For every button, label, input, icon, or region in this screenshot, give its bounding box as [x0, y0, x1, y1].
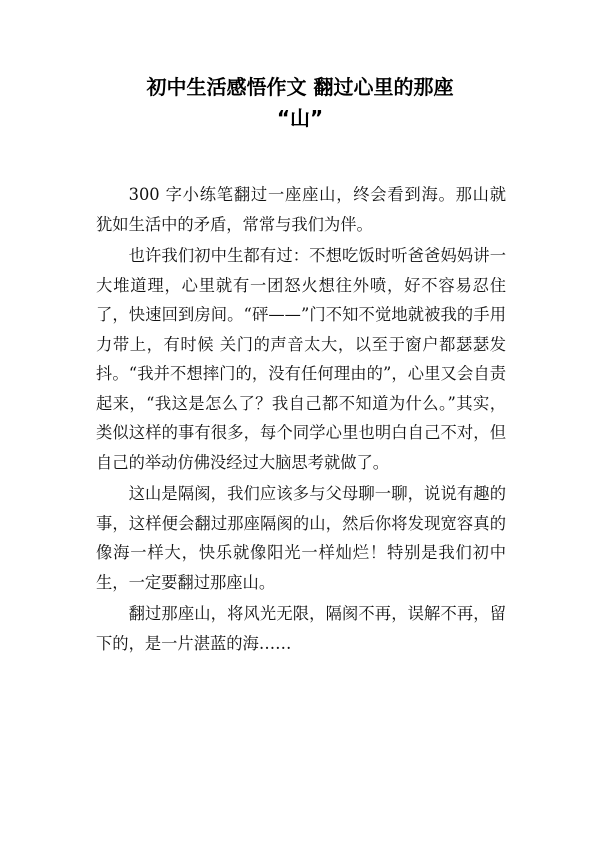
title-line-1: 初中生活感悟作文 翻过心里的那座	[146, 75, 454, 99]
document-body	[96, 180, 506, 660]
paragraph-1: 300 字小练笔翻过一座座山，终会看到海。那山就犹如生活中的矛盾，常常与我们为伴。	[96, 185, 506, 234]
paragraph-2: 也许我们初中生都有过：不想吃饭时听爸爸妈妈讲一大堆道理，心里就有一团怒火想往外喷，好不容易忍住了，快速回到房间。“砰——”门不知不觉地就被我的手用力带上，有时候 关门的声音太大，以至于窗户都瑟瑟发抖。“我并不想摔门的，没有任何理由的”，心里又会自责起来，“我这是怎么了？我自己都不知道为什么。”其实，类似这样的事有很多，每个同学心里也明白自己不对，但自己的举动仿佛没经过大脑思考就做了。	[96, 246, 506, 472]
document-title	[90, 72, 510, 134]
paragraph-4: 翻过那座山，将风光无限，隔阂不再，误解不再，留下的，是一片湛蓝的海……	[96, 604, 506, 653]
title-line-2: “山”	[276, 106, 324, 130]
paragraph-3: 这山是隔阂，我们应该多与父母聊一聊，说说有趣的事，这样便会翻过那座隔阂的山，然后你将发现宽容真的像海一样大，快乐就像阳光一样灿烂！特别是我们初中生，一定要翻过那座山。	[96, 484, 506, 592]
